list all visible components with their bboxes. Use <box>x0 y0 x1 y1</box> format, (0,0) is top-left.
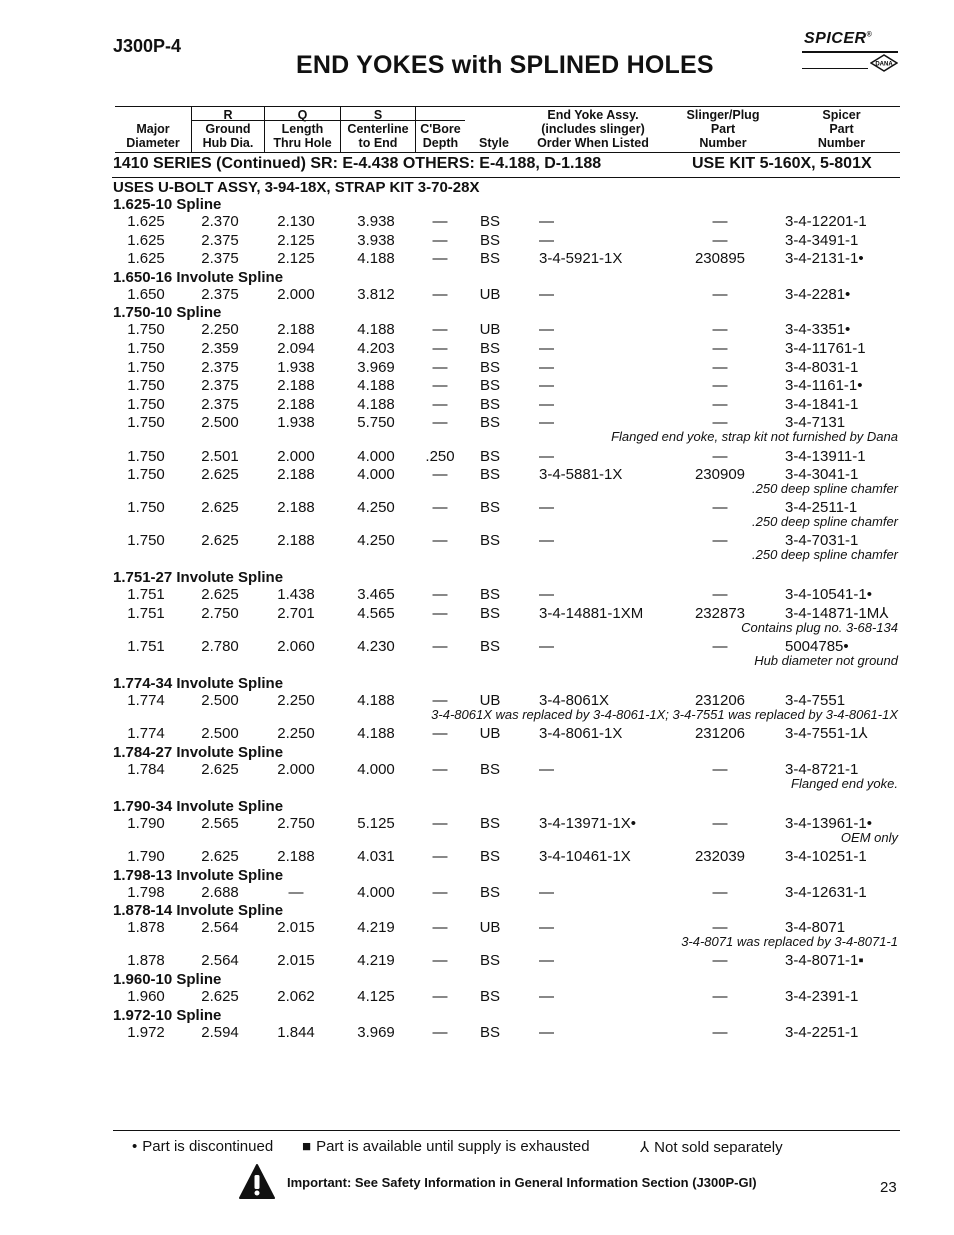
column-header: Major Diameter <box>126 122 180 150</box>
cell-style: UB <box>479 725 501 743</box>
cell-d: 1.751 <box>127 586 165 604</box>
cell-cb: — <box>432 1023 448 1041</box>
cell-s: 3.969 <box>357 358 395 376</box>
cell-part: 3-4-8071-1▪ <box>785 952 864 970</box>
cell-slinger: 232039 <box>694 848 746 866</box>
cell-cb: — <box>432 638 448 656</box>
cell-part: 3-4-8071 <box>785 919 846 937</box>
cell-cb: — <box>432 883 448 901</box>
cell-slinger: — <box>712 285 728 303</box>
cell-q: 2.701 <box>277 605 315 622</box>
cell-q: 2.000 <box>277 760 315 778</box>
cell-r: 2.375 <box>201 358 239 376</box>
legend-text: Not sold separately <box>654 1139 783 1156</box>
cell-s: 4.188 <box>357 725 395 743</box>
cell-d: 1.750 <box>127 447 165 465</box>
legend-text: Part is available until supply is exhausted <box>316 1138 590 1155</box>
cell-slinger: — <box>712 395 728 413</box>
cell-d: 1.751 <box>127 638 165 656</box>
cell-s: 4.230 <box>357 638 395 656</box>
cell-slinger: 231206 <box>694 725 746 743</box>
cell-assy: — <box>539 285 554 303</box>
cell-d: 1.790 <box>127 848 165 866</box>
cell-part: 3-4-2391-1 <box>785 988 859 1005</box>
cell-slinger: 230909 <box>694 466 746 484</box>
cell-r: 2.375 <box>201 285 239 303</box>
cell-style: BS <box>479 447 501 465</box>
cell-assy: — <box>539 358 554 376</box>
cell-style: UB <box>479 321 501 339</box>
warning-icon <box>238 1163 276 1201</box>
cell-r: 2.625 <box>201 988 239 1005</box>
cell-cb: — <box>432 358 448 376</box>
cell-style: BS <box>479 377 501 395</box>
series-kit: USE KIT 5-160X, 5-801X <box>692 155 872 172</box>
cell-s: 4.000 <box>357 447 395 465</box>
cell-assy: — <box>539 760 554 778</box>
cell-assy: — <box>539 377 554 395</box>
cell-part: 3-4-3491-1 <box>785 231 859 249</box>
cell-s: 4.000 <box>357 883 395 901</box>
cell-q: 2.188 <box>277 848 315 866</box>
cell-slinger: — <box>712 377 728 395</box>
cell-cb: — <box>432 815 448 832</box>
cell-style: BS <box>479 952 501 970</box>
cell-part: 3-4-10251-1 <box>785 848 867 866</box>
row-note: Contains plug no. 3-68-134 <box>741 619 898 635</box>
cell-assy: — <box>539 586 554 604</box>
cell-r: 2.625 <box>201 466 239 484</box>
cell-cb: — <box>432 919 448 937</box>
cell-q: 1.938 <box>277 414 315 432</box>
cell-part: 3-4-8721-1 <box>785 760 859 778</box>
cell-s: 3.938 <box>357 213 395 230</box>
cell-d: 1.750 <box>127 466 165 484</box>
cell-part: 3-4-8031-1 <box>785 358 859 376</box>
cell-r: 2.500 <box>201 414 239 432</box>
column-header: Spicer Part Number <box>817 108 866 150</box>
cell-assy: 3-4-5921-1X <box>539 250 623 268</box>
cell-q: — <box>288 883 304 901</box>
cell-cb: — <box>432 988 448 1005</box>
cell-s: 4.565 <box>357 605 395 622</box>
cell-slinger: — <box>712 321 728 339</box>
cell-style: BS <box>479 883 501 901</box>
cell-slinger: — <box>712 231 728 249</box>
cell-s: 4.188 <box>357 377 395 395</box>
cell-q: 1.438 <box>277 586 315 604</box>
cell-part: 3-4-7031-1 <box>785 532 859 550</box>
cell-r: 2.625 <box>201 499 239 517</box>
cell-assy: — <box>539 532 554 550</box>
cell-d: 1.750 <box>127 321 165 339</box>
cell-d: 1.878 <box>127 952 165 970</box>
cell-cb: — <box>432 213 448 230</box>
cell-s: 3.812 <box>357 285 395 303</box>
column-header: Slinger/Plug Part Number <box>686 108 760 150</box>
column-header: S Centerline to End <box>340 106 415 152</box>
cell-q: 2.060 <box>277 638 315 656</box>
cell-style: BS <box>479 815 501 832</box>
cell-q: 2.188 <box>277 532 315 550</box>
row-note: Hub diameter not ground <box>754 652 898 668</box>
cell-style: BS <box>479 532 501 550</box>
page-title: END YOKES with SPLINED HOLES <box>296 51 714 79</box>
cell-assy: 3-4-8061X <box>539 692 610 710</box>
cell-slinger: — <box>712 447 728 465</box>
cell-q: 2.750 <box>277 815 315 832</box>
cell-d: 1.750 <box>127 377 165 395</box>
row-note: 3-4-8061X was replaced by 3-4-8061-1X; 3-4-7551 was replaced by 3-4-8061-1X <box>431 706 898 722</box>
legend-symbol: ⅄ <box>640 1139 650 1156</box>
cell-style: BS <box>479 848 501 866</box>
cell-part: 3-4-14871-1M⅄ <box>785 605 889 622</box>
cell-d: 1.625 <box>127 250 165 268</box>
legend-item <box>132 1138 273 1155</box>
cell-d: 1.960 <box>127 988 165 1005</box>
cell-r: 2.625 <box>201 848 239 866</box>
cell-assy: 3-4-10461-1X <box>539 848 631 866</box>
cell-style: UB <box>479 692 501 710</box>
cell-q: 2.125 <box>277 231 315 249</box>
cell-slinger: — <box>712 952 728 970</box>
cell-cb: — <box>432 414 448 432</box>
cell-s: 4.219 <box>357 952 395 970</box>
cell-style: BS <box>479 414 501 432</box>
spline-group-heading: 1.750-10 Spline <box>113 304 222 322</box>
row-note: .250 deep spline chamfer <box>752 546 898 562</box>
cell-style: BS <box>479 988 501 1005</box>
cell-assy: — <box>539 395 554 413</box>
cell-q: 1.844 <box>277 1023 315 1041</box>
cell-d: 1.774 <box>127 725 165 743</box>
row-note: 3-4-8071 was replaced by 3-4-8071-1 <box>681 933 898 949</box>
cell-q: 2.000 <box>277 285 315 303</box>
cell-q: 2.250 <box>277 692 315 710</box>
cell-slinger: — <box>712 919 728 937</box>
uses-note: USES U-BOLT ASSY, 3-94-18X, STRAP KIT 3-70-28X <box>113 179 480 196</box>
svg-text:DANA: DANA <box>875 61 893 68</box>
cell-r: 2.375 <box>201 395 239 413</box>
spline-group-heading: 1.774-34 Involute Spline <box>113 675 284 693</box>
cell-d: 1.784 <box>127 760 165 778</box>
document-code: J300P-4 <box>113 36 182 56</box>
cell-q: 2.125 <box>277 250 315 268</box>
cell-part: 3-4-13911-1 <box>785 447 866 465</box>
cell-slinger: — <box>712 213 728 230</box>
cell-part: 3-4-7551 <box>785 692 846 710</box>
cell-style: BS <box>479 466 501 484</box>
cell-assy: — <box>539 919 554 937</box>
cell-d: 1.798 <box>127 883 165 901</box>
spline-group-heading: 1.798-13 Involute Spline <box>113 866 284 884</box>
cell-s: 4.203 <box>357 340 395 357</box>
cell-assy: — <box>539 988 554 1005</box>
cell-q: 2.094 <box>277 340 315 357</box>
column-header: End Yoke Assy. (includes slinger) Order When Listed <box>537 108 649 150</box>
cell-style: UB <box>479 285 501 303</box>
cell-r: 2.375 <box>201 231 239 249</box>
cell-r: 2.625 <box>201 760 239 778</box>
cell-r: 2.250 <box>201 321 239 339</box>
cell-style: BS <box>479 1023 501 1041</box>
cell-slinger: 230895 <box>694 250 746 268</box>
cell-r: 2.594 <box>201 1023 239 1041</box>
cell-style: BS <box>479 586 501 604</box>
cell-s: 4.250 <box>357 499 395 517</box>
cell-r: 2.501 <box>201 447 239 465</box>
cell-s: 4.000 <box>357 466 395 484</box>
cell-s: 4.125 <box>357 988 395 1005</box>
cell-d: 1.750 <box>127 358 165 376</box>
cell-q: 2.062 <box>277 988 315 1005</box>
cell-style: BS <box>479 638 501 656</box>
spline-group-heading: 1.650-16 Involute Spline <box>113 268 284 286</box>
cell-s: 4.188 <box>357 250 395 268</box>
cell-part: 5004785• <box>785 638 849 656</box>
spline-group-heading: 1.878-14 Involute Spline <box>113 902 284 920</box>
cell-q: 2.250 <box>277 725 315 743</box>
cell-cb: — <box>432 725 448 743</box>
column-header: Q Length Thru Hole <box>264 106 340 152</box>
cell-q: 2.015 <box>277 952 315 970</box>
cell-part: 3-4-12631-1 <box>785 883 867 901</box>
cell-part: 3-4-2511-1 <box>785 499 858 517</box>
cell-part: 3-4-3351• <box>785 321 851 339</box>
row-note: OEM only <box>840 829 898 845</box>
cell-d: 1.750 <box>127 340 165 357</box>
footer-rule <box>113 1130 900 1131</box>
cell-cb: — <box>432 340 448 357</box>
cell-part: 3-4-13961-1• <box>785 815 872 832</box>
cell-q: 2.188 <box>277 499 315 517</box>
cell-slinger: — <box>712 414 728 432</box>
cell-assy: — <box>539 213 554 230</box>
cell-r: 2.500 <box>201 725 239 743</box>
column-header: Style <box>479 136 509 150</box>
cell-r: 2.565 <box>201 815 239 832</box>
cell-assy: — <box>539 499 554 517</box>
cell-part: 3-4-2251-1 <box>785 1023 859 1041</box>
row-note: .250 deep spline chamfer <box>752 513 898 529</box>
cell-slinger: — <box>712 586 728 604</box>
cell-slinger: — <box>712 358 728 376</box>
legend-item <box>640 1138 783 1156</box>
page-number: 23 <box>880 1179 897 1196</box>
cell-cb: — <box>432 760 448 778</box>
cell-slinger: — <box>712 883 728 901</box>
cell-assy: — <box>539 638 554 656</box>
cell-cb: — <box>432 395 448 413</box>
cell-style: BS <box>479 605 501 622</box>
cell-style: BS <box>479 340 501 357</box>
cell-r: 2.370 <box>201 213 239 230</box>
cell-cb: — <box>432 285 448 303</box>
cell-r: 2.359 <box>201 340 239 357</box>
cell-q: 2.188 <box>277 377 315 395</box>
cell-style: BS <box>479 250 501 268</box>
cell-part: 3-4-12201-1 <box>785 213 867 230</box>
legend-symbol: ■ <box>302 1138 312 1155</box>
cell-cb: — <box>432 532 448 550</box>
cell-assy: — <box>539 952 554 970</box>
cell-d: 1.878 <box>127 919 165 937</box>
cell-d: 1.625 <box>127 231 165 249</box>
cell-d: 1.625 <box>127 213 165 230</box>
cell-part: 3-4-2131-1• <box>785 250 864 268</box>
cell-r: 2.625 <box>201 586 239 604</box>
cell-cb: — <box>432 499 448 517</box>
cell-assy: 3-4-5881-1X <box>539 466 623 484</box>
cell-slinger: — <box>712 988 728 1005</box>
cell-assy: — <box>539 1023 554 1041</box>
legend-item <box>302 1138 590 1155</box>
cell-cb: — <box>432 377 448 395</box>
cell-r: 2.780 <box>201 638 239 656</box>
cell-d: 1.750 <box>127 414 165 432</box>
cell-slinger: — <box>712 815 728 832</box>
cell-q: 2.188 <box>277 395 315 413</box>
cell-slinger: — <box>712 532 728 550</box>
spline-group-heading: 1.790-34 Involute Spline <box>113 798 284 815</box>
cell-cb: — <box>432 952 448 970</box>
cell-part: 3-4-7551-1⅄ <box>785 725 868 743</box>
safety-notice: Important: See Safety Information in General Information Section (J300P-GI) <box>287 1175 757 1190</box>
brand-wordmark: SPICER® <box>804 30 873 47</box>
cell-slinger: — <box>712 638 728 656</box>
cell-q: 1.938 <box>277 358 315 376</box>
cell-d: 1.650 <box>127 285 165 303</box>
cell-part: 3-4-10541-1• <box>785 586 872 604</box>
cell-part: 3-4-7131 <box>785 414 846 432</box>
cell-s: 4.219 <box>357 919 395 937</box>
cell-cb: — <box>432 848 448 866</box>
cell-assy: — <box>539 231 554 249</box>
spline-group-heading: 1.960-10 Spline <box>113 971 222 988</box>
legend-text: Part is discontinued <box>142 1138 274 1155</box>
cell-slinger: 232873 <box>694 605 746 622</box>
cell-s: 5.750 <box>357 414 395 432</box>
cell-r: 2.564 <box>201 952 239 970</box>
cell-s: 3.465 <box>357 586 395 604</box>
cell-s: 4.188 <box>357 395 395 413</box>
cell-assy: — <box>539 883 554 901</box>
cell-part: 3-4-1161-1• <box>785 377 863 395</box>
cell-part: 3-4-2281• <box>785 285 851 303</box>
cell-style: BS <box>479 213 501 230</box>
cell-q: 2.000 <box>277 447 315 465</box>
cell-assy: 3-4-8061-1X <box>539 725 623 743</box>
cell-cb: — <box>432 321 448 339</box>
cell-s: 5.125 <box>357 815 395 832</box>
cell-assy: 3-4-14881-1XM <box>539 605 644 622</box>
cell-q: 2.015 <box>277 919 315 937</box>
legend-symbol: • <box>132 1138 138 1155</box>
cell-r: 2.688 <box>201 883 239 901</box>
spline-group-heading: 1.972-10 Spline <box>113 1006 222 1024</box>
cell-q: 2.188 <box>277 466 315 484</box>
cell-r: 2.625 <box>201 532 239 550</box>
spline-group-heading: 1.751-27 Involute Spline <box>113 569 284 587</box>
cell-r: 2.375 <box>201 250 239 268</box>
cell-assy: — <box>539 447 554 465</box>
cell-s: 4.188 <box>357 692 395 710</box>
cell-s: 4.000 <box>357 760 395 778</box>
row-note: Flanged end yoke, strap kit not furnished by Dana <box>611 429 898 444</box>
cell-style: BS <box>479 760 501 778</box>
row-note: Flanged end yoke. <box>791 775 898 791</box>
cell-r: 2.564 <box>201 919 239 937</box>
cell-assy: — <box>539 414 554 432</box>
cell-assy: 3-4-13971-1X• <box>539 815 636 832</box>
cell-style: UB <box>479 919 501 937</box>
cell-part: 3-4-1841-1 <box>785 395 859 413</box>
cell-d: 1.790 <box>127 815 165 832</box>
cell-style: BS <box>479 358 501 376</box>
cell-d: 1.972 <box>127 1023 165 1041</box>
cell-d: 1.751 <box>127 605 165 622</box>
cell-r: 2.750 <box>201 605 239 622</box>
cell-cb: — <box>432 586 448 604</box>
cell-cb: .250 <box>425 447 455 465</box>
column-header: R Ground Hub Dia. <box>191 106 264 152</box>
cell-style: BS <box>479 231 501 249</box>
cell-slinger: — <box>712 760 728 778</box>
cell-s: 3.938 <box>357 231 395 249</box>
cell-slinger: — <box>712 340 728 357</box>
cell-d: 1.774 <box>127 692 165 710</box>
cell-s: 4.031 <box>357 848 395 866</box>
row-note: .250 deep spline chamfer <box>752 480 898 496</box>
cell-s: 4.250 <box>357 532 395 550</box>
cell-r: 2.375 <box>201 377 239 395</box>
cell-s: 3.969 <box>357 1023 395 1041</box>
cell-style: BS <box>479 395 501 413</box>
cell-slinger: — <box>712 1023 728 1041</box>
cell-cb: — <box>432 250 448 268</box>
cell-q: 2.130 <box>277 213 315 230</box>
cell-cb: — <box>432 605 448 622</box>
cell-slinger: — <box>712 499 728 517</box>
cell-d: 1.750 <box>127 499 165 517</box>
cell-d: 1.750 <box>127 395 165 413</box>
cell-q: 2.188 <box>277 321 315 339</box>
spline-group-heading: 1.625-10 Spline <box>113 196 222 213</box>
cell-slinger: 231206 <box>694 692 746 710</box>
cell-d: 1.750 <box>127 532 165 550</box>
column-header: C'Bore Depth <box>415 106 465 152</box>
cell-s: 4.188 <box>357 321 395 339</box>
cell-cb: — <box>432 466 448 484</box>
cell-assy: — <box>539 340 554 357</box>
cell-assy: — <box>539 321 554 339</box>
cell-r: 2.500 <box>201 692 239 710</box>
cell-part: 3-4-3041-1 <box>785 466 859 484</box>
cell-cb: — <box>432 692 448 710</box>
series-title: 1410 SERIES (Continued) SR: E-4.438 OTHERS: E-4.188, D-1.188 <box>113 155 602 172</box>
cell-cb: — <box>432 231 448 249</box>
cell-part: 3-4-11761-1 <box>785 340 866 357</box>
cell-style: BS <box>479 499 501 517</box>
spline-group-heading: 1.784-27 Involute Spline <box>113 743 284 761</box>
